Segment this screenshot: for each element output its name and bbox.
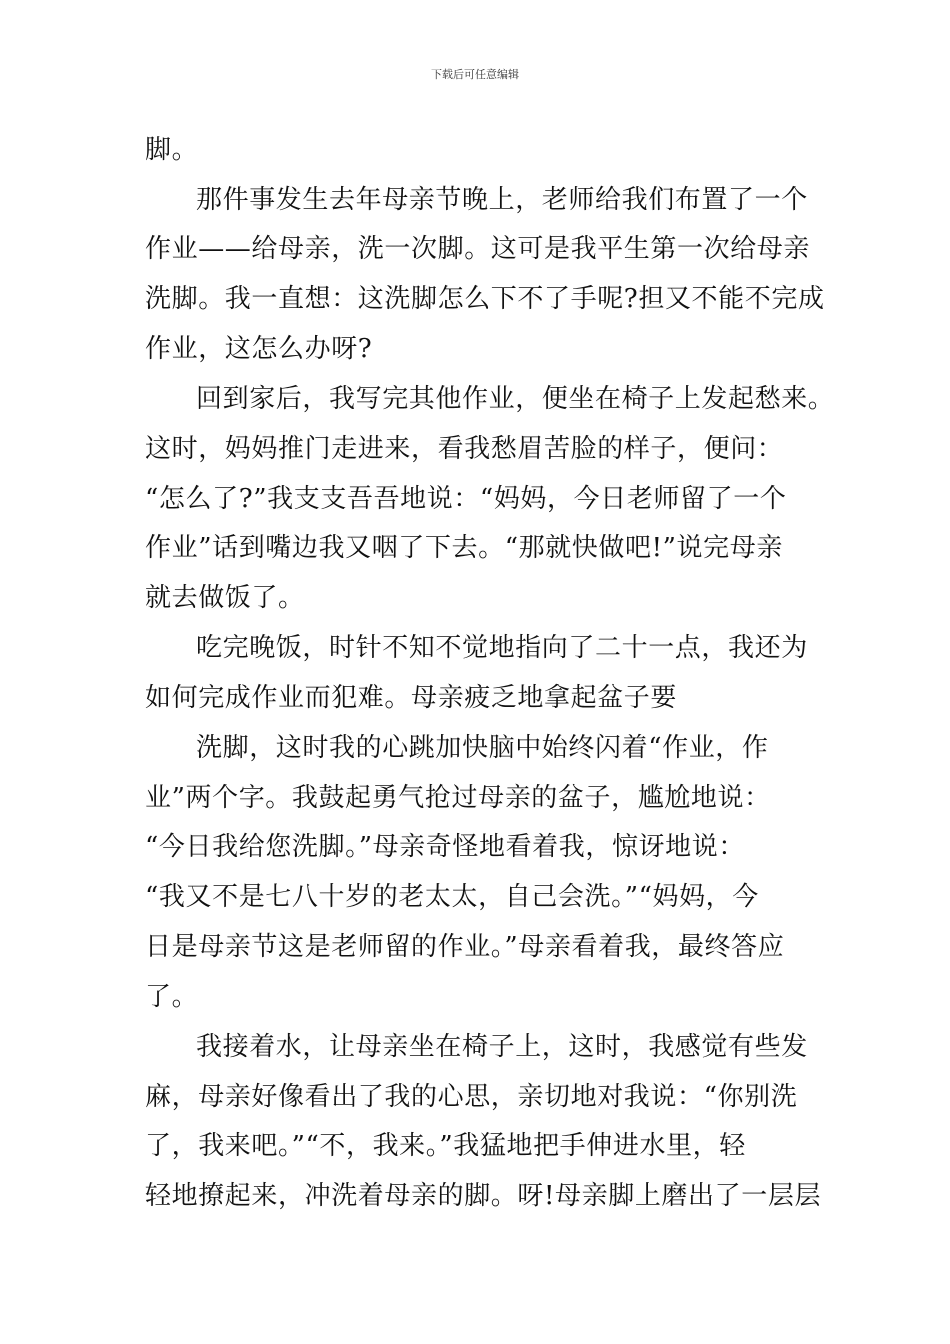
text-line: 如何完成作业而犯难。母亲疲乏地拿起盆子要 (145, 683, 678, 713)
text-line: 那件事发生去年母亲节晚上，老师给我们布置了一个 (196, 185, 808, 215)
text-line: 脚。 (145, 135, 199, 165)
text-line: 洗脚。我一直想：这洗脚怎么下不了手呢?担又不能不完成 (145, 284, 825, 314)
text-line: 作业——给母亲，洗一次脚。这可是我平生第一次给母亲 (145, 234, 811, 264)
text-line: 作业”话到嘴边我又咽了下去。“那就快做吧!”说完母亲 (145, 533, 783, 563)
text-line: 轻地撩起来，冲洗着母亲的脚。呀!母亲脚上磨出了一层层 (145, 1181, 822, 1211)
text-line: 吃完晚饭，时针不知不觉地指向了二十一点，我还为 (196, 633, 808, 663)
text-line: 了。 (145, 982, 199, 1012)
text-line: 就去做饭了。 (145, 583, 305, 613)
text-line: 业”两个字。我鼓起勇气抢过母亲的盆子，尴尬地说： (145, 783, 771, 813)
text-line: 作业，这怎么办呀? (145, 334, 373, 364)
text-line: “怎么了?”我支支吾吾地说：“妈妈，今日老师留了一个 (145, 484, 787, 514)
text-line: 我接着水，让母亲坐在椅子上，这时，我感觉有些发 (196, 1032, 808, 1062)
text-line: “今日我给您洗脚。”母亲奇怪地看着我，惊讶地说： (145, 832, 745, 862)
text-line: 麻，母亲好像看出了我的心思，亲切地对我说：“你别洗 (145, 1082, 798, 1112)
text-line: 日是母亲节这是老师留的作业。”母亲看着我，最终答应 (145, 932, 785, 962)
text-line: 这时，妈妈推门走进来，看我愁眉苦脸的样子，便问： (145, 434, 784, 464)
text-line: 了，我来吧。”“不，我来。”我猛地把手伸进水里，轻 (145, 1131, 746, 1161)
text-line: 洗脚，这时我的心跳加快脑中始终闪着“作业，作 (196, 733, 769, 763)
text-line: 回到家后，我写完其他作业，便坐在椅子上发起愁来。 (196, 384, 835, 414)
page-header: 下载后可任意编辑 (431, 68, 519, 81)
text-line: “我又不是七八十岁的老太太，自己会洗。”“妈妈，今 (145, 882, 759, 912)
